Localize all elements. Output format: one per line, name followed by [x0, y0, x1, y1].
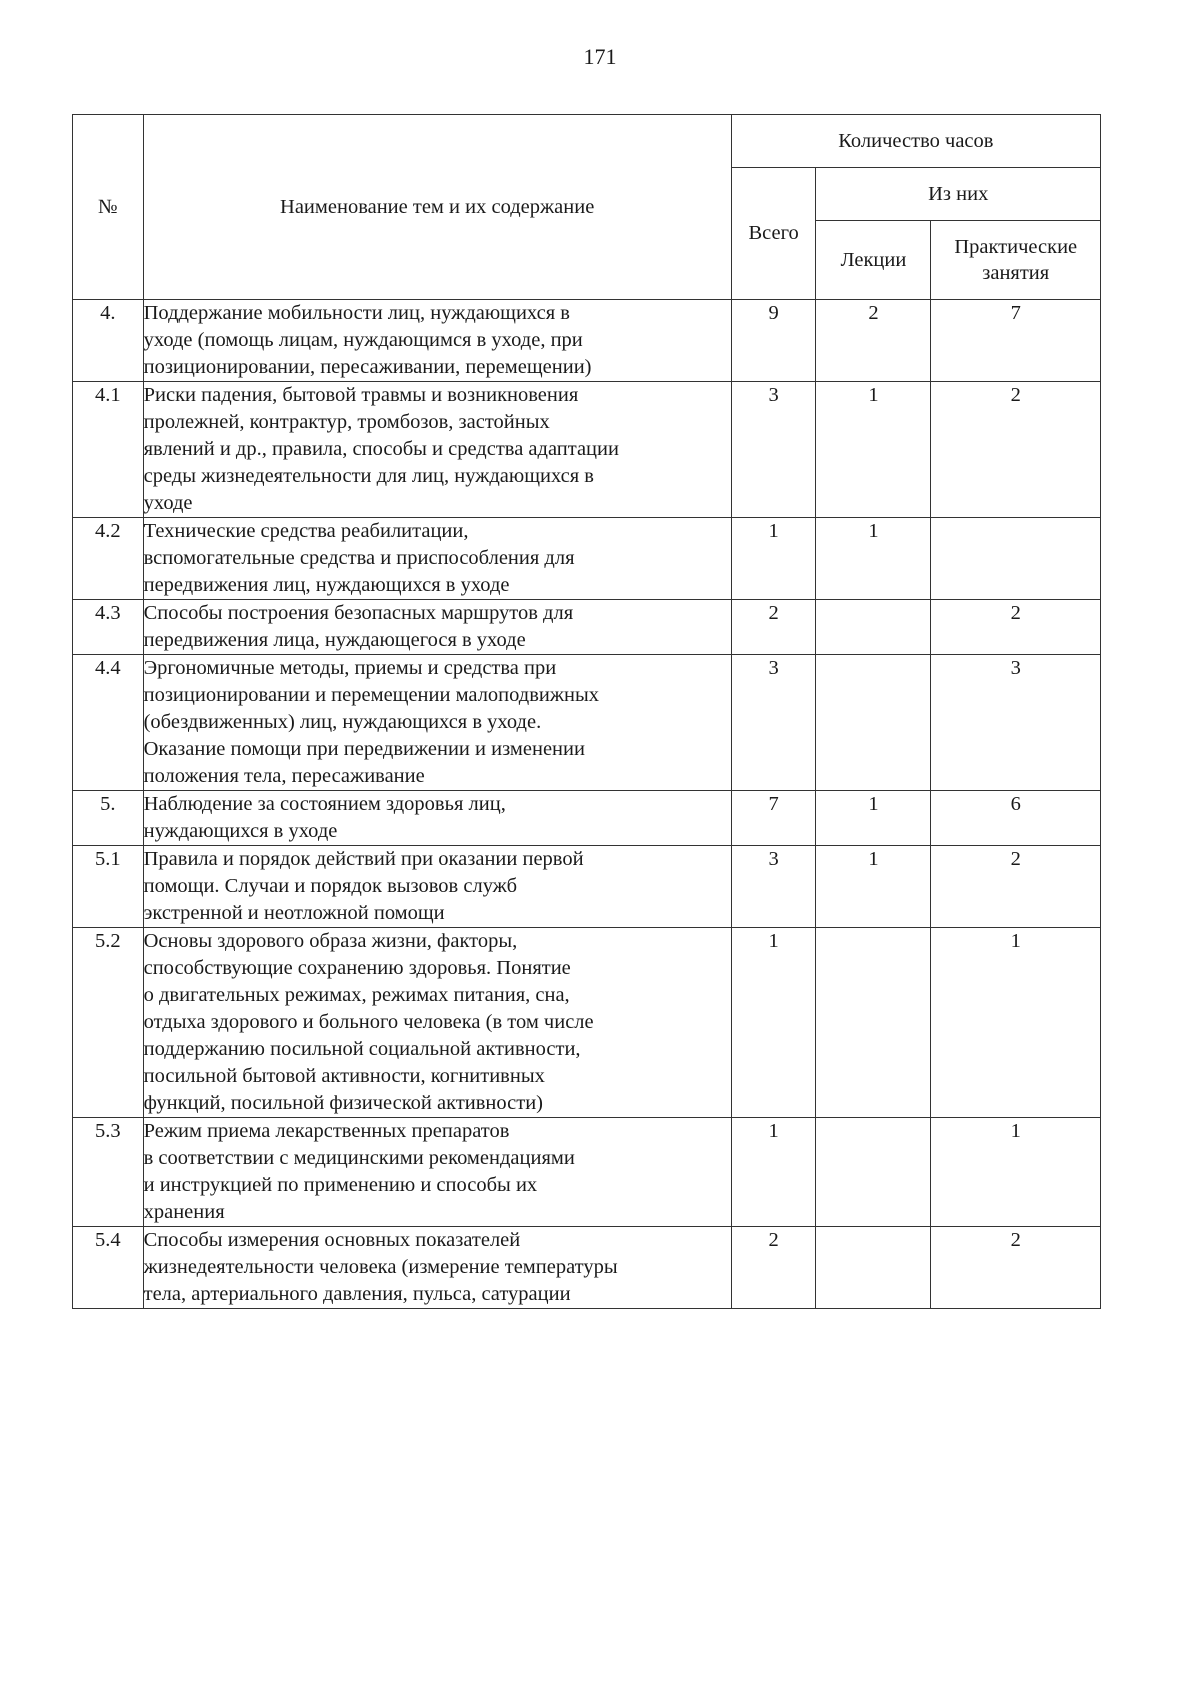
topic-line: посильной бытовой активности, когнитивных — [143, 1065, 545, 1087]
row-topic — [143, 655, 731, 791]
row-topic — [143, 518, 731, 600]
topic-line: Эргономичные методы, приемы и средства при — [143, 657, 557, 679]
row-total-hours: 3 — [731, 382, 816, 518]
topic-line: (обездвиженных) лиц, нуждающихся в уходе. — [143, 711, 542, 733]
topic-line: хранения — [143, 1201, 225, 1223]
topic-line: Способы построения безопасных маршрутов для — [143, 602, 574, 624]
table-row — [73, 1227, 1101, 1309]
topic-line: функций, посильной физической активности) — [143, 1092, 544, 1114]
row-total-hours: 1 — [731, 928, 816, 1118]
topic-line: среды жизнедеятельности для лиц, нуждающихся в — [143, 465, 594, 487]
row-practice-hours: 2 — [931, 1227, 1101, 1309]
curriculum-table — [72, 114, 1101, 1309]
row-practice-hours: 3 — [931, 655, 1101, 791]
row-number: 5.1 — [73, 846, 144, 928]
row-practice-hours: 1 — [931, 928, 1101, 1118]
row-lecture-hours — [816, 600, 931, 655]
row-total-hours: 1 — [731, 518, 816, 600]
row-topic — [143, 600, 731, 655]
table-row — [73, 791, 1101, 846]
topic-line: Режим приема лекарственных препаратов — [143, 1120, 510, 1142]
table-row — [73, 300, 1101, 382]
topic-line: и инструкцией по применению и способы их — [143, 1174, 538, 1196]
row-number: 5.3 — [73, 1118, 144, 1227]
topic-line: Технические средства реабилитации, — [143, 520, 469, 542]
table-row — [73, 1118, 1101, 1227]
topic-line: экстренной и неотложной помощи — [143, 902, 445, 924]
row-lecture-hours: 2 — [816, 300, 931, 382]
row-total-hours: 9 — [731, 300, 816, 382]
row-lecture-hours: 1 — [816, 846, 931, 928]
topic-line: Правила и порядок действий при оказании первой — [143, 848, 584, 870]
header-topic-name: Наименование тем и их содержание — [143, 115, 731, 300]
topic-line: помощи. Случаи и порядок вызовов служб — [143, 875, 517, 897]
topic-line: передвижения лица, нуждающегося в уходе — [143, 629, 526, 651]
topic-line: тела, артериального давления, пульса, сатурации — [143, 1283, 571, 1305]
row-number: 4.4 — [73, 655, 144, 791]
table-row — [73, 518, 1101, 600]
header-practice-line1: Практические — [954, 236, 1078, 258]
header-of-them: Из них — [816, 168, 1101, 221]
header-practice-line2: занятия — [982, 262, 1050, 284]
row-lecture-hours: 1 — [816, 518, 931, 600]
topic-line: уходе — [143, 492, 193, 514]
topic-line: Оказание помощи при передвижении и изменении — [143, 738, 585, 760]
header-lectures: Лекции — [816, 221, 931, 300]
row-number: 4.2 — [73, 518, 144, 600]
table-row — [73, 928, 1101, 1118]
row-total-hours: 2 — [731, 1227, 816, 1309]
page-number: 171 — [583, 44, 617, 69]
table-row — [73, 382, 1101, 518]
row-number: 5.2 — [73, 928, 144, 1118]
topic-line: Наблюдение за состоянием здоровья лиц, — [143, 793, 506, 815]
topic-line: отдыха здорового и больного человека (в том числе — [143, 1011, 594, 1033]
row-practice-hours: 2 — [931, 382, 1101, 518]
row-topic — [143, 382, 731, 518]
row-lecture-hours: 1 — [816, 382, 931, 518]
topic-line: уходе (помощь лицам, нуждающимся в уходе, при — [143, 329, 583, 351]
row-lecture-hours — [816, 655, 931, 791]
row-total-hours: 3 — [731, 846, 816, 928]
row-lecture-hours — [816, 1227, 931, 1309]
header-hours: Количество часов — [731, 115, 1100, 168]
topic-line: Способы измерения основных показателей — [143, 1229, 521, 1251]
topic-line: Риски падения, бытовой травмы и возникновения — [143, 384, 579, 406]
topic-line: Поддержание мобильности лиц, нуждающихся в — [143, 302, 570, 324]
topic-line: вспомогательные средства и приспособления для — [143, 547, 575, 569]
row-total-hours: 3 — [731, 655, 816, 791]
row-lecture-hours — [816, 1118, 931, 1227]
row-topic — [143, 1118, 731, 1227]
row-number: 4.3 — [73, 600, 144, 655]
row-topic — [143, 300, 731, 382]
table-row — [73, 600, 1101, 655]
topic-line: явлений и др., правила, способы и средства адаптации — [143, 438, 619, 460]
row-practice-hours: 6 — [931, 791, 1101, 846]
topic-line: поддержанию посильной социальной активности, — [143, 1038, 581, 1060]
row-total-hours: 7 — [731, 791, 816, 846]
topic-line: позиционировании, пересаживании, перемещении) — [143, 356, 592, 378]
row-practice-hours — [931, 518, 1101, 600]
topic-line: положения тела, пересаживание — [143, 765, 425, 787]
row-topic — [143, 846, 731, 928]
row-topic — [143, 791, 731, 846]
row-practice-hours: 2 — [931, 600, 1101, 655]
topic-line: Основы здорового образа жизни, факторы, — [143, 930, 518, 952]
row-topic — [143, 1227, 731, 1309]
topic-line: позиционировании и перемещении малоподвижных — [143, 684, 600, 706]
header-total: Всего — [731, 168, 816, 300]
row-number: 5.4 — [73, 1227, 144, 1309]
header-practice — [931, 221, 1101, 300]
row-lecture-hours: 1 — [816, 791, 931, 846]
row-total-hours: 1 — [731, 1118, 816, 1227]
row-number: 4.1 — [73, 382, 144, 518]
row-practice-hours: 1 — [931, 1118, 1101, 1227]
row-topic — [143, 928, 731, 1118]
topic-line: способствующие сохранению здоровья. Понятие — [143, 957, 571, 979]
topic-line: жизнедеятельности человека (измерение температуры — [143, 1256, 618, 1278]
row-practice-hours: 2 — [931, 846, 1101, 928]
table-row — [73, 655, 1101, 791]
row-practice-hours: 7 — [931, 300, 1101, 382]
row-lecture-hours — [816, 928, 931, 1118]
topic-line: передвижения лиц, нуждающихся в уходе — [143, 574, 510, 596]
row-number: 4. — [73, 300, 144, 382]
row-total-hours: 2 — [731, 600, 816, 655]
topic-line: в соответствии с медицинскими рекомендациями — [143, 1147, 575, 1169]
row-number: 5. — [73, 791, 144, 846]
table-row — [73, 846, 1101, 928]
topic-line: пролежней, контрактур, тромбозов, застойных — [143, 411, 550, 433]
topic-line: нуждающихся в уходе — [143, 820, 338, 842]
table-body — [73, 300, 1101, 1309]
topic-line: о двигательных режимах, режимах питания, сна, — [143, 984, 570, 1006]
header-number: № — [73, 115, 144, 300]
